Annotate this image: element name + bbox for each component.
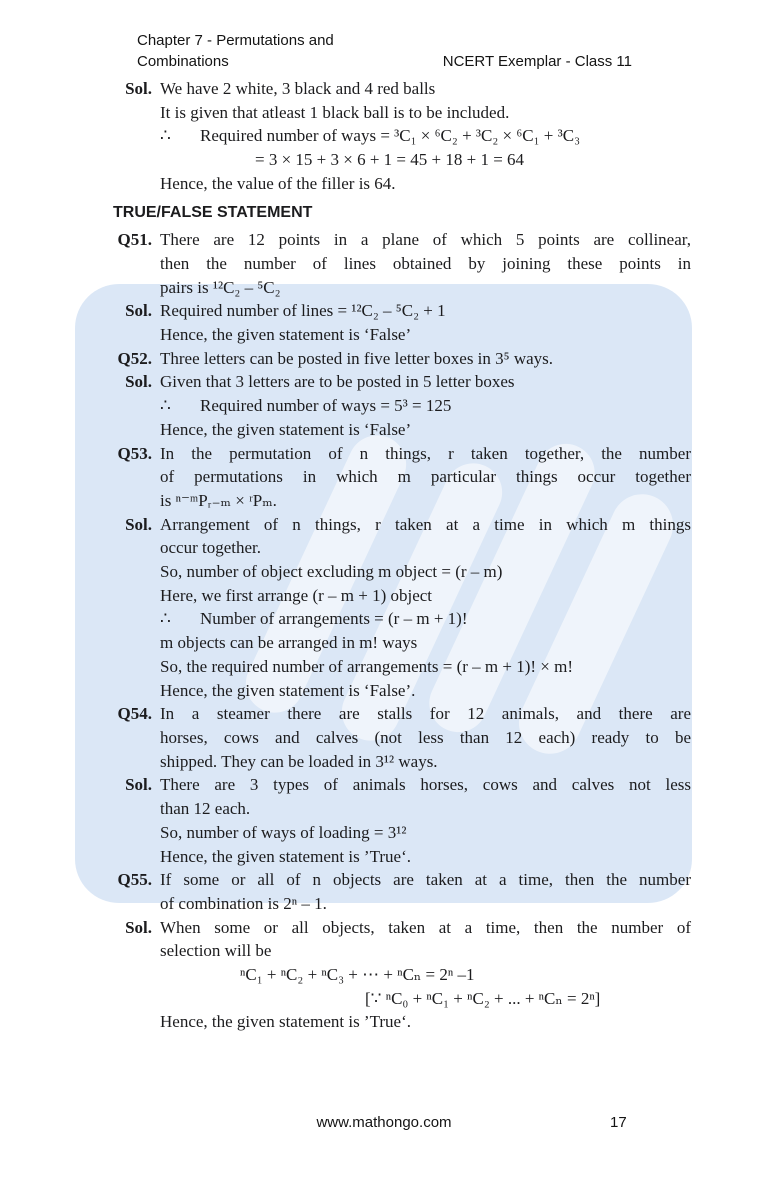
text-line (105, 797, 691, 821)
line-body (160, 77, 691, 101)
line-body (160, 607, 691, 631)
line-label: Sol. (125, 775, 152, 795)
text-line (105, 845, 691, 869)
line-body (160, 726, 691, 750)
line-body (160, 228, 691, 252)
line-text: Required number of lines = ¹²C₂ – ⁵C₂ + 1 (160, 301, 446, 321)
text-line (105, 442, 691, 466)
line-body (160, 797, 691, 821)
line-text: occur together. (160, 538, 262, 558)
text-line (105, 299, 691, 323)
line-text: = 3 × 15 + 3 × 6 + 1 = 45 + 18 + 1 = 64 (255, 150, 525, 170)
line-text: If some or all of n objects are taken at a time, then the number (160, 870, 691, 890)
text-line (105, 750, 691, 774)
line-body (160, 418, 691, 442)
line-text: Hence, the given statement is ’True‘. (160, 846, 411, 866)
line-text: TRUE/FALSE STATEMENT (113, 203, 313, 221)
line-body (160, 868, 691, 892)
text-line (105, 868, 691, 892)
line-label (105, 892, 152, 916)
line-label: Sol. (125, 514, 152, 534)
line-body (160, 148, 691, 172)
line-label (105, 821, 152, 845)
line-label (105, 584, 152, 608)
text-line (105, 939, 691, 963)
line-body (160, 323, 691, 347)
line-body (113, 201, 691, 225)
line-body (160, 963, 691, 987)
line-body (160, 394, 691, 418)
line-text: So, the required number of arrangements = (r – m + 1)! × m! (160, 656, 574, 676)
line-text: horses, cows and calves (not less than 12 each) ready to be (160, 727, 691, 747)
text-line (105, 124, 691, 148)
line-label: Sol. (125, 917, 152, 937)
line-text: So, number of ways of loading = 3¹² (160, 822, 407, 842)
text-line (105, 201, 691, 225)
text-line (105, 172, 691, 196)
text-line (105, 465, 691, 489)
line-label (105, 172, 152, 196)
line-label (105, 148, 152, 172)
text-line (105, 394, 691, 418)
line-body (160, 750, 691, 774)
content-area (105, 77, 691, 1034)
line-text: There are 12 points in a plane of which 5 points are collinear, (160, 230, 691, 250)
line-body (160, 276, 691, 300)
line-label (105, 679, 152, 703)
text-line (105, 916, 691, 940)
line-label: Sol. (125, 301, 152, 321)
line-body (160, 465, 691, 489)
line-body (160, 442, 691, 466)
line-label (105, 655, 152, 679)
line-text: In a steamer there are stalls for 12 animals, and there are (160, 704, 691, 724)
line-text: Hence, the given statement is ‘False’ (160, 325, 412, 345)
chapter-title-line2: Combinations (137, 53, 229, 70)
line-text: When some or all objects, taken at a time, then the number of (160, 917, 691, 937)
text-line (105, 252, 691, 276)
line-body (160, 489, 691, 513)
line-body (160, 773, 691, 797)
line-text: Hence, the given statement is ‘False’. (160, 680, 416, 700)
line-body (160, 172, 691, 196)
line-body (160, 1010, 691, 1034)
line-text: Three letters can be posted in five letter boxes in 3⁵ ways. (160, 348, 554, 368)
line-body (160, 655, 691, 679)
line-body (160, 939, 691, 963)
line-label (105, 536, 152, 560)
line-body (160, 821, 691, 845)
line-label (105, 750, 152, 774)
page-footer (0, 1114, 768, 1138)
line-text: We have 2 white, 3 black and 4 red balls (160, 79, 436, 98)
line-body (160, 124, 691, 148)
inference-marker: ∴ (160, 396, 171, 416)
line-text: then the number of lines obtained by joining these points in (160, 253, 691, 273)
line-text: Required number of ways = ³C₁ × ⁶C₂ + ³C₂ × ⁶C₁ + ³C₃ (200, 126, 581, 146)
line-label: Q54. (117, 704, 152, 724)
text-line (105, 892, 691, 916)
chapter-title (137, 30, 334, 72)
line-text: In the permutation of n things, r taken together, the number (160, 443, 691, 463)
line-body (160, 631, 691, 655)
line-label (105, 252, 152, 276)
line-text: Required number of ways = 5³ = 125 (200, 396, 452, 416)
line-label (105, 323, 152, 347)
text-line (105, 655, 691, 679)
line-body (160, 584, 691, 608)
text-line (105, 513, 691, 537)
line-body (160, 892, 691, 916)
line-label (105, 939, 152, 963)
line-label (105, 101, 152, 125)
line-label (105, 726, 152, 750)
text-line (105, 228, 691, 252)
line-body (160, 347, 691, 371)
page-header (137, 30, 632, 72)
text-line (105, 821, 691, 845)
text-line (105, 987, 691, 1011)
chapter-title-line1: Chapter 7 - Permutations and (137, 32, 334, 49)
text-line (105, 773, 691, 797)
line-text: So, number of object excluding m object = (r – m) (160, 562, 503, 582)
line-body (160, 101, 691, 125)
text-line (105, 631, 691, 655)
inference-marker: ∴ (160, 609, 171, 629)
line-label: Q52. (117, 348, 152, 368)
line-label: Q53. (117, 443, 152, 463)
text-line (105, 702, 691, 726)
text-line (105, 276, 691, 300)
line-body (160, 370, 691, 394)
text-line (105, 963, 691, 987)
line-text: m objects can be arranged in m! ways (160, 633, 418, 653)
line-body (160, 299, 691, 323)
line-text: Arrangement of n things, r taken at a time in which m things (160, 514, 691, 534)
line-text: pairs is ¹²C₂ – ⁵C₂ (160, 277, 281, 297)
line-label (105, 607, 152, 631)
text-line (105, 584, 691, 608)
line-text: ⁿC₁ + ⁿC₂ + ⁿC₃ + ⋯ + ⁿCₙ = 2ⁿ –1 (240, 965, 475, 985)
line-body (160, 702, 691, 726)
text-line (105, 679, 691, 703)
text-line (105, 323, 691, 347)
line-label (105, 1010, 152, 1034)
line-label (105, 276, 152, 300)
line-text: Given that 3 letters are to be posted in 5 letter boxes (160, 372, 515, 392)
line-label: Q55. (117, 870, 152, 890)
line-text: selection will be (160, 941, 272, 961)
line-text: Hence, the given statement is ‘False’ (160, 419, 412, 439)
line-text: is ⁿ⁻ᵐPᵣ₋ₘ × ʳPₘ. (160, 490, 277, 510)
line-text: Here, we first arrange (r – m + 1) object (160, 585, 433, 605)
line-text: Hence, the given statement is ’True‘. (160, 1012, 411, 1032)
line-label: Q51. (117, 230, 152, 250)
line-label: Sol. (125, 79, 152, 98)
line-body (160, 845, 691, 869)
text-line (105, 726, 691, 750)
line-label (105, 124, 152, 148)
line-text: of combination is 2ⁿ – 1. (160, 893, 327, 913)
website-link[interactable]: www.mathongo.com (316, 1114, 452, 1131)
line-label (105, 560, 152, 584)
text-line (105, 101, 691, 125)
line-text: Hence, the value of the filler is 64. (160, 173, 396, 193)
line-label (105, 489, 152, 513)
text-line (105, 148, 691, 172)
text-line (105, 77, 691, 101)
line-label (105, 797, 152, 821)
line-label (105, 987, 152, 1011)
text-line (105, 370, 691, 394)
line-label (105, 631, 152, 655)
text-line (105, 607, 691, 631)
inference-marker: ∴ (160, 126, 171, 146)
line-text: shipped. They can be loaded in 3¹² ways. (160, 751, 438, 771)
line-text: of permutations in which m particular things occur together (160, 467, 691, 487)
line-body (160, 252, 691, 276)
line-label (105, 418, 152, 442)
line-body (160, 916, 691, 940)
line-body (160, 987, 691, 1011)
text-line (105, 560, 691, 584)
line-body (160, 536, 691, 560)
text-line (105, 1010, 691, 1034)
line-label: Sol. (125, 372, 152, 392)
line-text: than 12 each. (160, 799, 251, 819)
text-line (105, 347, 691, 371)
text-line (105, 536, 691, 560)
page-number: 17 (610, 1114, 627, 1131)
line-label (105, 845, 152, 869)
line-label (105, 465, 152, 489)
line-body (160, 679, 691, 703)
line-text: Number of arrangements = (r – m + 1)! (200, 609, 468, 629)
line-label (105, 963, 152, 987)
book-edition-title: NCERT Exemplar - Class 11 (442, 53, 632, 70)
line-body (160, 513, 691, 537)
line-body (160, 560, 691, 584)
line-text: There are 3 types of animals horses, cows and calves not less (160, 775, 691, 795)
line-text: It is given that atleast 1 black ball is to be included. (160, 102, 510, 122)
line-label (105, 394, 152, 418)
text-line (105, 489, 691, 513)
text-line (105, 418, 691, 442)
line-text: [∵ ⁿC₀ + ⁿC₁ + ⁿC₂ + ... + ⁿCₙ = 2ⁿ] (365, 988, 601, 1008)
